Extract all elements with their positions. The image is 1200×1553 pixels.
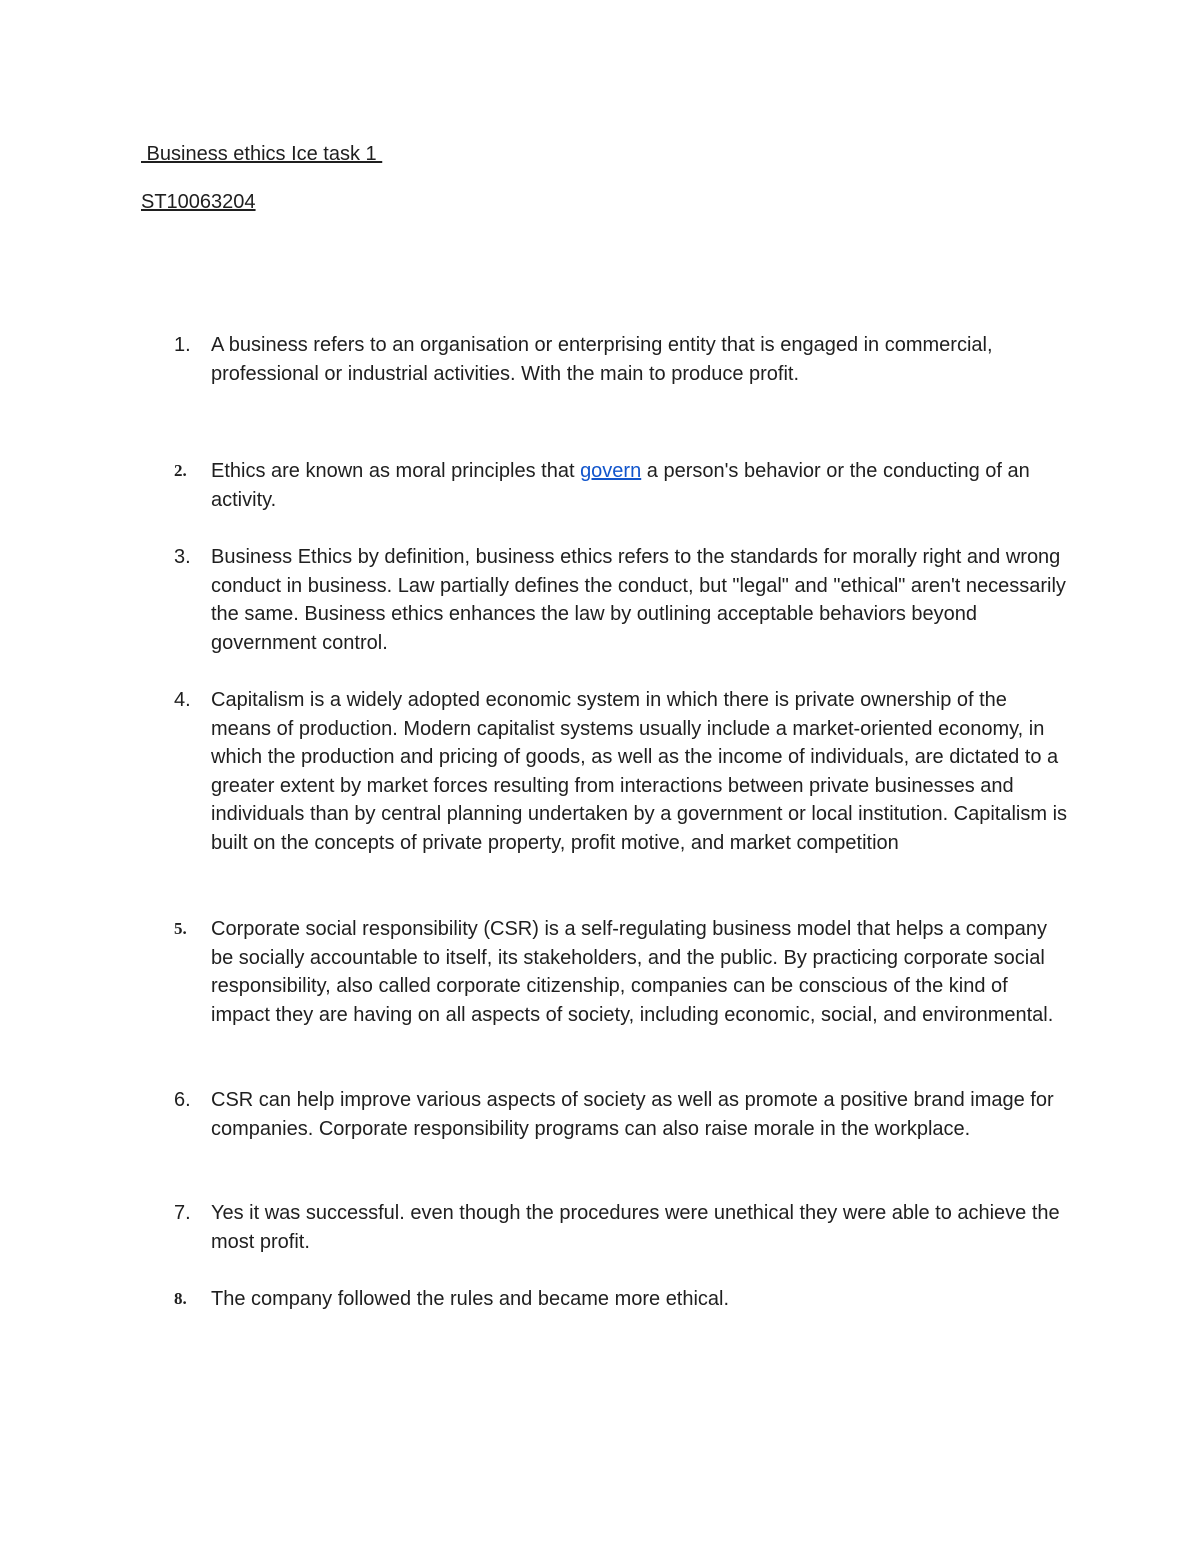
item-number: 6. bbox=[174, 1089, 191, 1111]
item-text: CSR can help improve various aspects of society as well as promote a positive brand image for companies. Corporate responsibility programs can also raise morale in the workplace. bbox=[211, 1089, 1054, 1140]
item-text: Yes it was successful. even though the procedures were unethical they were able to achieve the most profit. bbox=[211, 1202, 1060, 1253]
item-text: A business refers to an organisation or enterprising entity that is engaged in commercial, professional or industrial activities. With the main to produce profit. bbox=[211, 334, 993, 385]
item-number: 4. bbox=[174, 689, 191, 711]
item-number: 5. bbox=[174, 919, 187, 938]
document-title: Business ethics Ice task 1 bbox=[141, 143, 383, 165]
item-number: 7. bbox=[174, 1202, 191, 1224]
item-text: The company followed the rules and became more ethical. bbox=[211, 1288, 730, 1310]
item-number: 8. bbox=[174, 1289, 187, 1308]
govern-link[interactable]: govern bbox=[580, 460, 642, 482]
item-number: 1. bbox=[174, 334, 191, 356]
item-number: 3. bbox=[174, 546, 191, 568]
item-text-part: a person's behavior or the conducting of an activity. bbox=[211, 460, 1030, 511]
item-text bbox=[211, 457, 1071, 514]
item-number: 2. bbox=[174, 461, 187, 480]
item-text: Capitalism is a widely adopted economic system in which there is private ownership of the means of production. Modern capitalist systems usually include a market-oriented economy, in which the production and pricing of goods, as well as the income of individuals, are dictated to a greater extent by market forces resulting from interactions between private businesses and individuals than by central planning undertaken by a government or local institution. Capitalism is built on the concepts of private property, profit motive, and market competition bbox=[211, 689, 1068, 854]
item-text: Business Ethics by definition, business ethics refers to the standards for morally right and wrong conduct in business. Law partially defines the conduct, but "legal" and "ethical" aren't necessarily the same. Business ethics enhances the law by outlining acceptable behaviors beyond government control. bbox=[211, 546, 1066, 654]
item-text: Corporate social responsibility (CSR) is a self-regulating business model that helps a company be socially accountable to itself, its stakeholders, and the public. By practicing corporate social responsibility, also called corporate citizenship, companies can be conscious of the kind of impact they are having on all aspects of society, including economic, social, and environmental. bbox=[211, 918, 1054, 1026]
item-text-part: Ethics are known as moral principles that bbox=[211, 460, 581, 482]
student-id: ST10063204 bbox=[141, 191, 256, 213]
